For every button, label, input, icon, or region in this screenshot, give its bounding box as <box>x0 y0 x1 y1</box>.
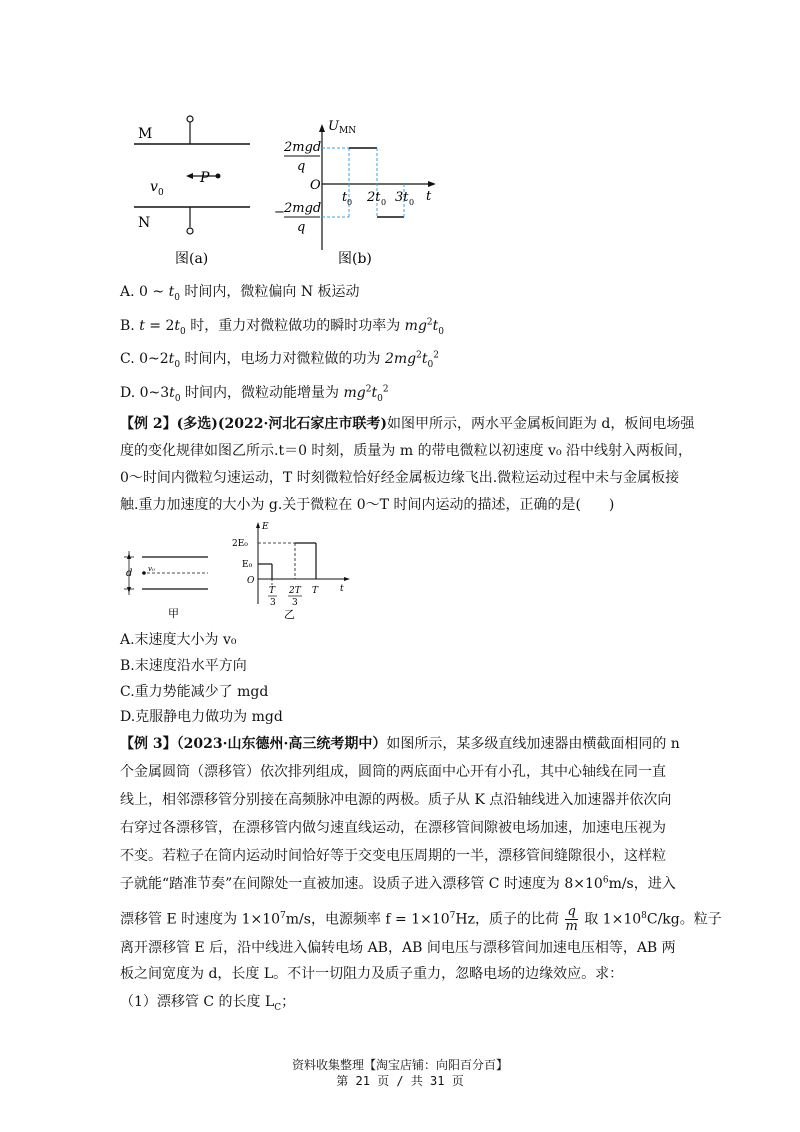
example-2-tag: 【例 2】(多选)(2022·河北石家庄市联考) <box>120 416 387 432</box>
tick-t: T <box>312 586 319 596</box>
neg-den: q <box>297 220 306 235</box>
axis-u-sub: MN <box>339 126 357 136</box>
example-3-line-8: 离开漂移管 E 后，沿中线进入偏转电场 AB，AB 间电压与漂移管间加速电压相等，AB 两 <box>120 940 676 956</box>
caption-yi: 乙 <box>284 608 295 621</box>
example-3-line-4: 右穿过各漂移管，在漂移管内做匀速直线运动，在漂移管间隙被电场加速，加速电压视为 <box>120 820 666 836</box>
ex2-option-c: C.重力势能减少了 mgd <box>120 684 269 700</box>
label-n: N <box>138 215 151 231</box>
ex2-option-a: A.末速度大小为 v₀ <box>120 632 237 648</box>
example-2-line-1: 【例 2】(多选)(2022·河北石家庄市联考)如图甲所示，两水平金属板间距为 d，板间电场强 <box>120 416 695 432</box>
svg-text:0: 0 <box>347 198 353 207</box>
example-3-line-5: 不变。若粒子在筒内运动时间恰好等于交变电压周期的一半，漂移管间缝隙很小，这样粒 <box>120 848 666 864</box>
label-v-sub: 0 <box>158 188 164 198</box>
caption-a: 图(a) <box>175 251 209 267</box>
example-3-line-3: 线上，相邻漂移管分别接在高频脉冲电源的两极。质子从 K 点沿轴线进入加速器并依次向 <box>120 792 672 808</box>
origin-o: O <box>247 576 255 586</box>
particle <box>142 571 146 575</box>
tick-t0: t <box>342 190 348 205</box>
neg-num: 2mgd <box>284 201 322 216</box>
question-1: （1）漂移管 C 的长度 $L_C$； <box>120 994 296 1013</box>
tick-t3: T <box>269 586 276 596</box>
label-p: P <box>200 170 210 186</box>
example-3-tag: 【例 3】（2023·山东德州·高三统考期中） <box>120 736 387 752</box>
example-3-line-7: 漂移管 E 时速度为 $1\times 10^7m/s$，电源频率 $f = 1\times 10^7Hz$，质子的比荷 $\frac{q}{m}$ 取 $1\times 10^8C/kg$。粒子 <box>120 904 722 934</box>
svg-text:3: 3 <box>292 598 298 608</box>
option-a: A. 0 ~ $t_0$ 时间内，微粒偏向 N 板运动 <box>120 284 360 303</box>
option-b: B. $t = 2t_0$ 时，重力对微粒做功的瞬时功率为 $mg^2t_0$ <box>120 317 445 337</box>
example-3-line-6: 子就能“踏准节奏”在间隙处一直被加速。设质子进入漂移管 C 时速度为 $8\times 10^6m/s$，进入 <box>120 875 676 892</box>
axis-u: U <box>328 119 339 134</box>
svg-text:3: 3 <box>270 598 276 608</box>
example-2-line-2: 度的变化规律如图乙所示.t＝0 时刻，质量为 m 的带电微粒以初速度 v₀ 沿中线射入两板间， <box>120 443 693 459</box>
origin-o: O <box>310 178 321 193</box>
pos-num: 2mgd <box>284 140 322 155</box>
label-v: v <box>150 179 158 195</box>
example-3-line-2: 个金属圆筒（漂移管）依次排列组成，圆筒的两底面中心开有小孔，其中心轴线在同一直 <box>120 764 666 780</box>
neg-sign: − <box>274 205 285 220</box>
option-c: C. $0\sim 2t_0$ 时间内，电场力对微粒做的功为 $2mg^2t_0^2$ <box>120 350 439 370</box>
figure-yi <box>228 518 358 623</box>
waveform <box>322 148 404 217</box>
ex2-option-b: B.末速度沿水平方向 <box>120 658 247 674</box>
label-2e0: 2E₀ <box>232 539 248 549</box>
terminal-m <box>187 116 193 122</box>
axis-t: t <box>340 584 344 594</box>
pos-den: q <box>297 159 306 174</box>
caption-b: 图(b) <box>338 251 372 267</box>
tick-3t0: 3t <box>395 190 409 205</box>
example-3-line-1: 【例 3】（2023·山东德州·高三统考期中）如图所示，某多级直线加速器由横截面相同的 n <box>120 736 680 752</box>
caption-jia: 甲 <box>168 607 179 620</box>
example-3-line-9: 板之间宽度为 d，长度 L。不计一切阻力及质子重力，忽略电场的边缘效应。求： <box>120 966 624 982</box>
fraction-q-m: $\frac{q}{m}$ <box>565 904 578 934</box>
example-2-line-3: 0～时间内微粒匀速运动，T 时刻微粒恰好经金属板边缘飞出.微粒运动过程中未与金属板接 <box>120 470 680 486</box>
tick-2t0: 2t <box>367 190 381 205</box>
option-d: D. $0\sim 3t_0$ 时间内，微粒动能增量为 $mg^2t_0^2$ <box>120 384 389 404</box>
figure-b <box>270 110 450 270</box>
figure-a <box>120 110 280 270</box>
example-2-line-4: 触.重力加速度的大小为 g.关于微粒在 0～T 时间内运动的描述，正确的是( ) <box>120 497 615 513</box>
axis-t: t <box>426 189 432 204</box>
label-m: M <box>138 126 153 142</box>
label-v0: v₀ <box>148 565 155 573</box>
footer-source: 资料收集整理【淘宝店铺：向阳百分百】 <box>291 1058 508 1072</box>
svg-text:0: 0 <box>409 198 415 207</box>
label-e0: E₀ <box>242 560 253 570</box>
label-d: d <box>126 568 133 579</box>
tick-2t3: 2T <box>289 586 301 596</box>
svg-text:0: 0 <box>381 198 387 207</box>
terminal-n <box>187 228 193 234</box>
figure-jia <box>118 545 218 625</box>
axis-e: E <box>262 522 269 532</box>
field-waveform <box>258 543 316 588</box>
particle-p <box>216 174 221 179</box>
ex2-option-d: D.克服静电力做功为 mgd <box>120 709 283 725</box>
footer-page-number: 第 21 页 / 共 31 页 <box>336 1074 464 1088</box>
